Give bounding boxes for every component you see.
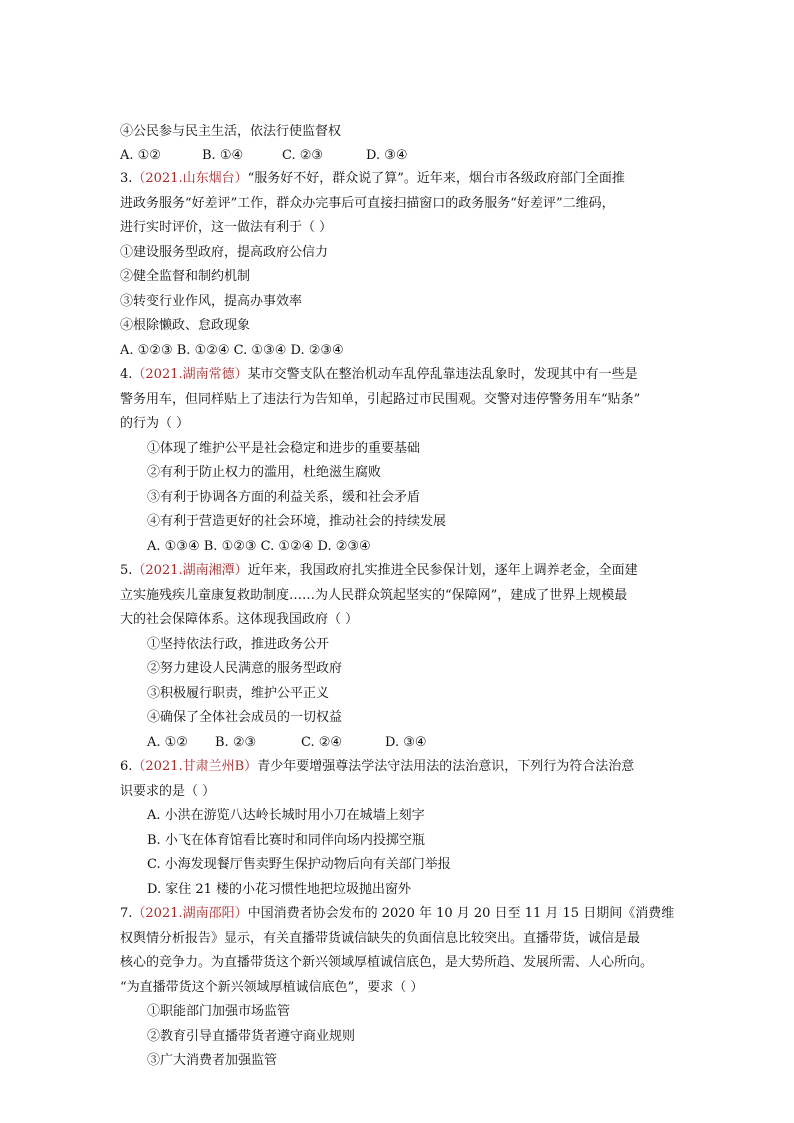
- q5-option-3: ③积极履行职责，维护公平正义: [147, 686, 330, 701]
- q3-answers: A. ①②③ B. ①②④ C. ①③④ D. ②③④: [120, 343, 344, 358]
- q5-number: 5.: [120, 563, 133, 578]
- q6-option-d: D. 家住 21 楼的小花习惯性地把垃圾抛出窗外: [147, 882, 412, 897]
- q5-stem-line-1: [120, 562, 638, 580]
- q3-stem-text-1: “服务好不好，群众说了算”。近年来，烟台市各级政府部门全面推: [247, 171, 625, 186]
- q6-stem-text-1: 青少年要增强尊法学法守法用法的法治意识，下列行为符合法治意: [257, 759, 635, 774]
- q4-stem-line-1: [120, 366, 638, 384]
- q5-answer-c: C. ②④: [301, 735, 343, 750]
- q2-answers: [120, 147, 408, 165]
- q3-option-1: ①建设服务型政府，提高政府公信力: [120, 245, 329, 260]
- q3-source: （2021.山东烟台）: [132, 171, 248, 186]
- q5-stem-line-3: 大的社会保障体系。这体现我国政府（ ）: [120, 612, 359, 627]
- q5-answer-d: D. ③④: [385, 735, 427, 750]
- q4-option-1: ①体现了维护公平是社会稳定和进步的重要基础: [147, 441, 421, 456]
- q4-option-3: ③有利于协调各方面的利益关系，缓和社会矛盾: [147, 490, 421, 505]
- q3-stem-line-3: 进行实时评价，这一做法有利于（ ）: [120, 220, 333, 235]
- q6-option-a: A. 小洪在游览八达岭长城时用小刀在城墙上刻字: [147, 808, 425, 823]
- q7-stem-line-4: “为直播带货这个新兴领域厚植诚信底色”，要求（ ）: [120, 980, 424, 995]
- q2-answer-c: C. ②③: [282, 148, 324, 163]
- q3-option-3: ③转变行业作风，提高办事效率: [120, 294, 303, 309]
- q4-stem-line-3: 的行为（ ）: [120, 416, 190, 431]
- q4-stem-line-2: 警务用车，但同样贴上了违法行为告知单，引起路过市民围观。交警对违停警务用车“贴条”: [120, 392, 641, 407]
- q3-option-4: ④根除懒政、怠政现象: [120, 318, 251, 333]
- q2-answer-d: D. ③④: [366, 148, 408, 163]
- q5-answer-b: B. ②③: [215, 735, 257, 750]
- q6-option-b: B. 小飞在体育馆看比赛时和同伴向场内投掷空瓶: [147, 833, 425, 848]
- q2-option-4: ④公民参与民主生活，依法行使监督权: [120, 124, 342, 139]
- q7-stem-line-1: [120, 905, 674, 923]
- q5-answer-a: A. ①②: [147, 735, 188, 750]
- q4-option-4: ④有利于营造更好的社会环境，推动社会的持续发展: [147, 514, 447, 529]
- q3-stem-line-2: 进政务服务“好差评”工作，群众办完事后可直接扫描窗口的政务服务“好差评”二维码，: [120, 196, 615, 211]
- q2-answer-a: A. ①②: [120, 148, 161, 163]
- q6-stem-line-2: 识要求的是（ ）: [120, 784, 216, 799]
- q5-stem-text-1: 近年来，我国政府扎实推进全民参保计划，逐年上调养老金，全面建: [247, 563, 638, 578]
- q6-option-c: C. 小海发现餐厅售卖野生保护动物后向有关部门举报: [147, 857, 451, 872]
- q2-answer-b: B. ①④: [202, 148, 244, 163]
- q4-option-2: ②有利于防止权力的滥用，杜绝滋生腐败: [147, 465, 382, 480]
- q6-stem-line-1: [120, 758, 634, 776]
- q7-source: （2021.湖南邵阳）: [132, 906, 248, 921]
- q6-source: （2021.甘肃兰州B）: [132, 759, 258, 774]
- q7-stem-line-3: 核心的竞争力。为直播带货这个新兴领域厚植诚信底色，是大势所趋、发展所需、人心所向。: [120, 955, 654, 970]
- q7-stem-text-1: 中国消费者协会发布的 2020 年 10 月 20 日至 11 月 15 日期间《消费维: [247, 906, 675, 921]
- q7-option-1: ①职能部门加强市场监管: [147, 1004, 291, 1019]
- q5-option-2: ②努力建设人民满意的服务型政府: [147, 661, 343, 676]
- q5-option-4: ④确保了全体社会成员的一切权益: [147, 710, 343, 725]
- q4-number: 4.: [120, 367, 133, 382]
- q6-number: 6.: [120, 759, 133, 774]
- q3-stem-line-1: [120, 170, 625, 188]
- q4-answers: A. ①③④ B. ①②③ C. ①②④ D. ②③④: [147, 539, 371, 554]
- q5-option-1: ①坚持依法行政，推进政务公开: [147, 637, 330, 652]
- q4-source: （2021.湖南常德）: [132, 367, 248, 382]
- q7-stem-line-2: 权舆情分析报告》显示，有关直播带货诚信缺失的负面信息比较突出。直播带货，诚信是最: [120, 931, 641, 946]
- q3-number: 3.: [120, 171, 133, 186]
- q5-answers: [147, 734, 427, 752]
- q7-option-3: ③广大消费者加强监管: [147, 1053, 278, 1068]
- q5-source: （2021.湖南湘潭）: [132, 563, 248, 578]
- q7-number: 7.: [120, 906, 133, 921]
- q4-stem-text-1: 某市交警支队在整治机动车乱停乱靠违法乱象时，发现其中有一些是: [247, 367, 638, 382]
- q5-stem-line-2: 立实施残疾儿童康复救助制度……为人民群众筑起坚实的“保障网”，建成了世界上规模最: [120, 588, 628, 603]
- q3-option-2: ②健全监督和制约机制: [120, 269, 251, 284]
- q7-option-2: ②教育引导直播带货者遵守商业规则: [147, 1029, 356, 1044]
